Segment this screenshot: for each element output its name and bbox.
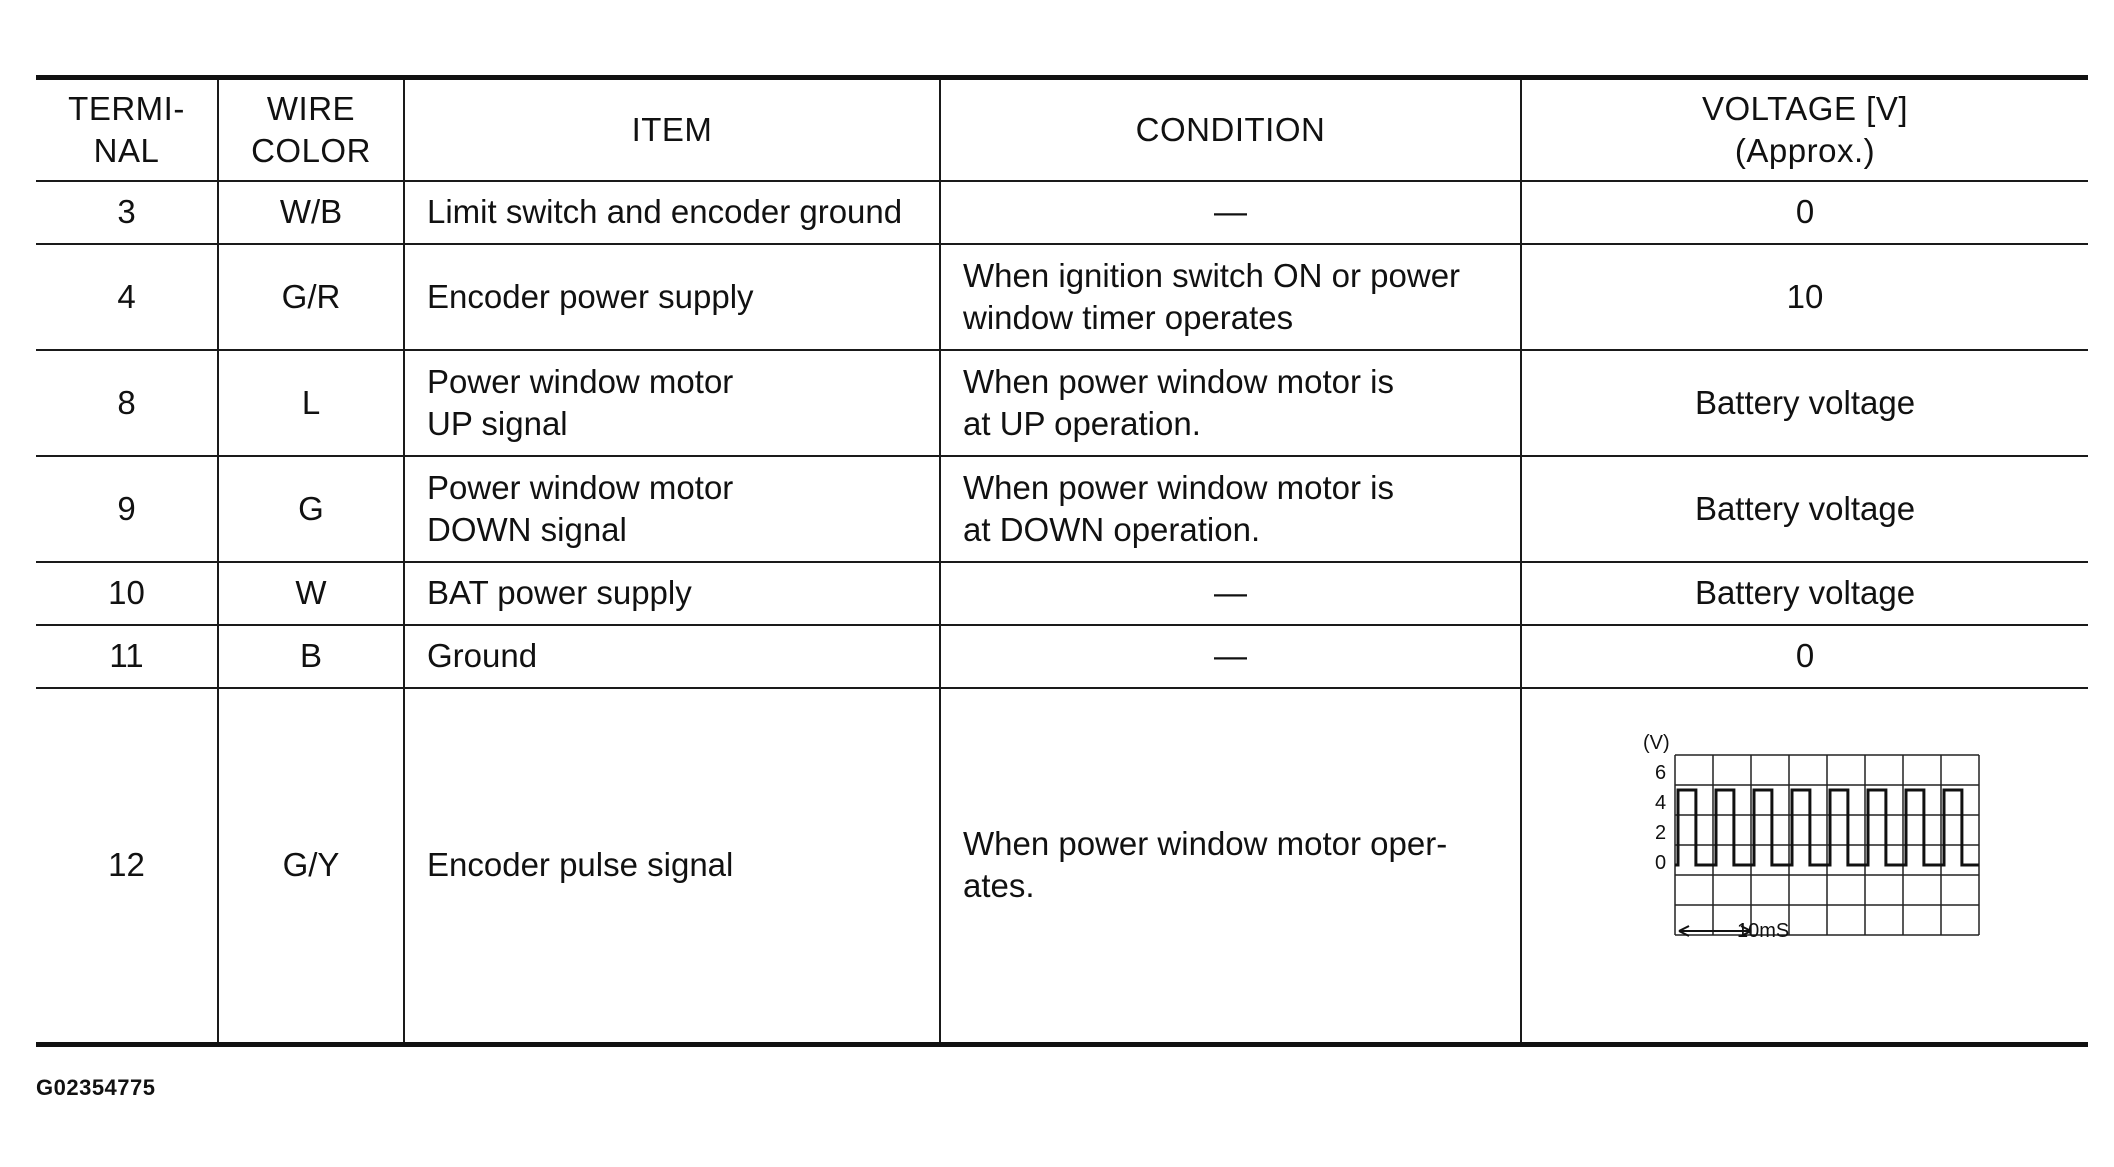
header-item: ITEM (404, 78, 940, 181)
voltage-cell (1521, 688, 2088, 1045)
voltage-cell: 0 (1521, 625, 2088, 688)
figure-code: G02354775 (36, 1075, 156, 1100)
table-row (36, 181, 2088, 244)
condition-cell: When power window motor is at UP operation. (940, 350, 1521, 456)
terminal-cell: 3 (36, 181, 218, 244)
terminal-cell: 11 (36, 625, 218, 688)
waveform-y-tick: 2 (1655, 822, 1667, 845)
wire-color-cell: G/R (218, 244, 404, 350)
terminal-cell: 12 (36, 688, 218, 1045)
condition-cell: — (940, 625, 1521, 688)
waveform-y-tick: 0 (1655, 852, 1667, 875)
header-voltage: VOLTAGE [V] (Approx.) (1521, 78, 2088, 181)
terminal-table (36, 75, 2088, 1047)
table-row (36, 244, 2088, 350)
wire-color-cell: G/Y (218, 688, 404, 1045)
condition-cell: When power window motor oper- ates. (940, 688, 1521, 1045)
terminal-cell: 8 (36, 350, 218, 456)
header-row (36, 78, 2088, 181)
condition-cell: When ignition switch ON or power window timer operates (940, 244, 1521, 350)
waveform-y-tick: 6 (1655, 762, 1667, 785)
waveform-unit-label: (V) (1643, 732, 1670, 755)
item-cell: Limit switch and encoder ground (404, 181, 940, 244)
table-row (36, 562, 2088, 625)
voltage-cell: Battery voltage (1521, 350, 2088, 456)
item-cell: Power window motor DOWN signal (404, 456, 940, 562)
voltage-cell: Battery voltage (1521, 562, 2088, 625)
wire-color-cell: L (218, 350, 404, 456)
header-terminal: TERMI- NAL (36, 78, 218, 181)
condition-cell: — (940, 562, 1521, 625)
item-cell: Encoder power supply (404, 244, 940, 350)
terminal-cell: 4 (36, 244, 218, 350)
table-row (36, 688, 2088, 1045)
wire-color-cell: W/B (218, 181, 404, 244)
waveform-y-tick: 4 (1655, 792, 1667, 815)
item-cell: Encoder pulse signal (404, 688, 940, 1045)
condition-cell: When power window motor is at DOWN operation. (940, 456, 1521, 562)
item-cell: Power window motor UP signal (404, 350, 940, 456)
encoder-pulse-waveform (1625, 725, 1985, 1005)
terminal-cell: 9 (36, 456, 218, 562)
waveform-time-label: 10mS (1737, 920, 1790, 943)
table-row (36, 350, 2088, 456)
item-cell: BAT power supply (404, 562, 940, 625)
item-cell: Ground (404, 625, 940, 688)
header-wire-color: WIRE COLOR (218, 78, 404, 181)
header-condition: CONDITION (940, 78, 1521, 181)
voltage-cell: 10 (1521, 244, 2088, 350)
terminal-cell: 10 (36, 562, 218, 625)
voltage-cell: Battery voltage (1521, 456, 2088, 562)
wire-color-cell: G (218, 456, 404, 562)
wire-color-cell: W (218, 562, 404, 625)
table-row (36, 456, 2088, 562)
condition-cell: — (940, 181, 1521, 244)
wire-color-cell: B (218, 625, 404, 688)
voltage-cell: 0 (1521, 181, 2088, 244)
table-row (36, 625, 2088, 688)
